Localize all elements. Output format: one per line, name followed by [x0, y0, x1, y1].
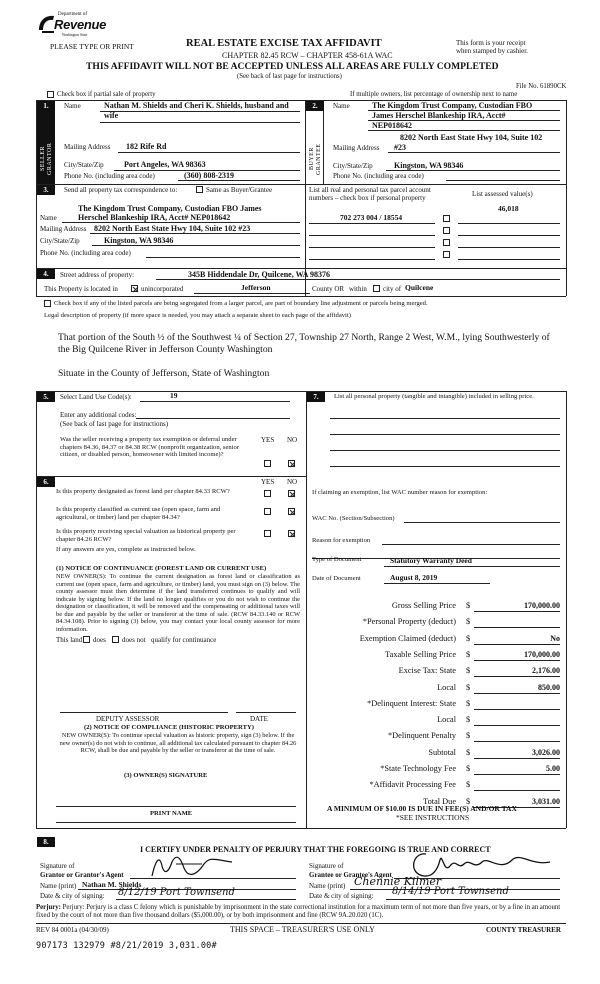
seller-city: Port Angeles, WA 98363	[124, 160, 206, 169]
fee-label: *State Technology Fee	[380, 764, 456, 773]
city-value: Quilcene	[405, 283, 434, 292]
exemption-wac-label: If claiming an exemption, list WAC number reason for exemption:	[312, 489, 488, 496]
send-city: Kingston, WA 98346	[104, 236, 174, 245]
county-value: Jefferson	[241, 283, 271, 292]
does-not-label: does not	[122, 636, 146, 644]
located-prefix: This Property is located in	[44, 285, 118, 293]
does-label: does	[93, 636, 106, 644]
same-as-buyer-label: Same as Buyer/Grantee	[206, 186, 273, 194]
grantor-name-label: Name (print)	[40, 882, 77, 890]
grantee-agent-label: Grantee or Grantee's Agent	[309, 871, 392, 879]
forest-land-question: Is this property designated as forest land per chapter 84.33 RCW?	[56, 488, 230, 495]
fee-dollar-sign: $	[466, 617, 471, 627]
does-not-qualify-checkbox[interactable]	[112, 636, 119, 643]
send-name-label: Name	[40, 214, 57, 222]
certify-statement: I CERTIFY UNDER PENALTY OF PERJURY THAT THE FOREGOING IS TRUE AND CORRECT	[140, 845, 491, 854]
street-address-label: Street address of property:	[60, 271, 135, 279]
wac-number-label: WAC No. (Section/Subsection)	[312, 515, 395, 522]
fee-label: *Delinquent Penalty	[388, 731, 456, 741]
grantee-date-city: 8/14/19 Port Townsend	[392, 886, 509, 897]
fee-dollar-sign: $	[466, 747, 471, 757]
section-5-no-label: NO	[287, 436, 298, 444]
fee-label: Taxable Selling Price	[385, 649, 456, 659]
dor-logo	[36, 10, 107, 40]
partial-sale-checkbox[interactable]	[47, 91, 54, 98]
doc-date: August 8, 2019	[390, 573, 438, 582]
unincorporated-label: unincorporated	[141, 285, 184, 293]
seller-mailing: 182 Rife Rd	[126, 142, 167, 151]
dept-line2: Revenue	[54, 17, 107, 32]
buyer-phone-label: Phone No. (including area code)	[333, 172, 424, 180]
additional-codes-note: (See back of last page for instructions)	[60, 420, 169, 428]
doc-type: Statutory Warranty Deed	[390, 556, 472, 565]
fee-dollar-sign: $	[466, 764, 471, 773]
minimum-due-note: A MINIMUM OF $10.00 IS DUE IN FEE(S) AND/OR TAX	[327, 804, 517, 813]
buyer-city-label: City/State/Zip	[333, 162, 373, 170]
county-treasurer-label: COUNTY TREASURER	[486, 926, 561, 934]
section-1-number: 1.	[37, 101, 55, 111]
seller-phone: (360) 808-2319	[184, 171, 234, 180]
buyer-name-line1: The Kingdom Trust Company, Custodian FBO	[372, 101, 533, 110]
within-label: within	[349, 285, 367, 293]
land-use-label: Select Land Use Code(s):	[60, 393, 132, 401]
fee-label: Gross Selling Price	[391, 601, 456, 610]
fee-value: 2,176.00	[532, 666, 560, 676]
section-2-number: 2.	[306, 101, 324, 111]
treasurer-stamp: 907173 132979 #8/21/2019 3,031.00#	[36, 941, 217, 951]
see-instructions-note: *SEE INSTRUCTIONS	[396, 813, 470, 822]
dept-line3: Washington State	[62, 33, 88, 37]
fee-dollar-sign: $	[466, 666, 471, 676]
section-7-number: 7.	[307, 392, 325, 402]
deputy-assessor-label: DEPUTY ASSESSOR	[96, 715, 160, 723]
parcel-4-personal-checkbox[interactable]	[443, 251, 450, 258]
segregation-label: Check box if any of the listed parcels are being segregated from a larger parcel, are part of boundary line adjustment or parcels being merged.	[54, 300, 428, 307]
doc-type-label: Type of Document	[312, 556, 362, 563]
file-number: File No. 61890CK	[516, 83, 567, 90]
dept-line1: Department of	[58, 12, 88, 17]
send-correspondence-label: Send all property tax correspondence to:	[64, 186, 178, 194]
assessed-value: 46,018	[498, 204, 519, 213]
please-type: PLEASE TYPE OR PRINT	[50, 42, 134, 51]
fee-value: No	[550, 633, 560, 643]
send-phone-label: Phone No. (including area code)	[40, 249, 131, 257]
fee-value: 3,031.00	[532, 796, 560, 806]
segregation-checkbox[interactable]	[44, 300, 51, 307]
seller-mailing-label: Mailing Address	[64, 143, 111, 151]
send-mailing-label: Mailing Address	[40, 225, 87, 233]
fee-label: Exemption Claimed (deduct)	[359, 633, 456, 643]
fee-label: Subtotal	[428, 747, 456, 757]
form-title: REAL ESTATE EXCISE TAX AFFIDAVIT	[186, 38, 382, 49]
fee-label: Excise Tax: State	[398, 666, 456, 676]
perjury-statement: Perjury: Perjury: Perjury is a class C felony which is punishable by imprisonment in the state correctional institution for a maximum term of not more than five years, or by a fine in an amount fixed by the court of not more than five thousand dollars ($5,000.00), or by both imprisonment and fine (RCW 9A.20.020 (1C).	[36, 904, 561, 920]
parcel-2-personal-checkbox[interactable]	[443, 227, 450, 234]
section-6-yes-label: YES	[261, 478, 275, 486]
buyer-address-line1: 8202 North East State Hwy 104, Suite 102	[400, 133, 543, 142]
fee-value: 170,000.00	[524, 649, 560, 659]
grantor-date-city: 8/12/19 Port Townsend	[118, 887, 235, 898]
yes-instructions-note: If any answers are yes, complete as instructed below.	[56, 546, 196, 553]
fee-dollar-sign: $	[466, 715, 471, 725]
assessed-value-label: List assessed value(s)	[472, 190, 533, 198]
assessor-date-label: DATE	[250, 715, 268, 723]
notice-compliance-title: (2) NOTICE OF COMPLIANCE (HISTORIC PROPERTY)	[84, 724, 254, 731]
fee-value: 170,000.00	[524, 601, 560, 610]
partial-sale-label: Check box if partial sale of property	[57, 91, 156, 98]
fee-dollar-sign: $	[466, 731, 471, 741]
seller-name-label: Name	[64, 102, 81, 110]
seller-side-label: SELLER GRANTOR	[40, 136, 54, 182]
buyer-city: Kingston, WA 98346	[394, 161, 464, 170]
street-address: 345B Hiddendale Dr, Quilcene, WA 98376	[188, 270, 331, 279]
exemption-question: Was the seller receiving a property tax exemption or deferral under chapters 84.36, 84.37 or 84.38 RCW (nonprofit organization, senior citizen, or disabled person, homeowner with limited income)?	[60, 436, 240, 459]
current-use-yes-checkbox[interactable]	[264, 508, 271, 515]
buyer-mailing: #23	[394, 143, 406, 152]
qualify-label: qualify for continuance	[151, 636, 217, 644]
parcel-1-personal-checkbox[interactable]	[443, 215, 450, 222]
seller-phone-label: Phone No. (including area code)	[64, 172, 155, 180]
personal-property-label: List all personal property (tangible and intangible) included in selling price.	[334, 393, 534, 400]
section-5-yes-label: YES	[261, 436, 275, 444]
section-3-number: 3.	[37, 185, 55, 195]
multiple-owners-label: If multiple owners, list percentage of ownership next to name	[350, 91, 518, 98]
grantor-date-label: Date & city of signing:	[40, 892, 105, 900]
seller-name: Nathan M. Shields and Cheri K. Shields, husband and wife	[104, 101, 289, 120]
warning-text: THIS AFFIDAVIT WILL NOT BE ACCEPTED UNLESS ALL AREAS ARE FULLY COMPLETED	[86, 61, 499, 72]
legal-description: That portion of the South ½ of the Southwest ¼ of Section 27, Township 27 North, Range 2 West, W.M., lying Southwesterly of the Big Quilcene River in Jefferson County Washington	[58, 332, 550, 355]
parcel-3-personal-checkbox[interactable]	[443, 239, 450, 246]
fee-value: 850.00	[538, 682, 560, 692]
exemption-no-checkbox[interactable]	[288, 460, 295, 467]
grantee-name: Chennie Kilmer	[354, 875, 442, 888]
doc-date-label: Date of Document	[312, 575, 361, 582]
notice-continuance-body: NEW OWNER(S): To continue the current designation as forest land or classification as current use (open space, farm and agriculture, or timber) land, you must sign on (3) below. The county assessor must then determine if the land transferred continues to qualify and will indicate by signing below. If the land no longer qualifies or you do not wish to continue the designation or classification, it will be removed and the compensating or additional taxes will be due and payable by the seller or transferor at the time of sale. (RCW 84.33.140 or RCW 84.34.108). Prior to signing (3) below, you may contact your local county assessor for more information.	[56, 573, 300, 633]
treasurer-space-label: THIS SPACE – TREASURER'S USE ONLY	[230, 925, 375, 934]
send-mailing: 8202 North East State Hwy 104, Suite 102 #23	[94, 224, 251, 233]
grantee-signature-label: Signature of	[309, 862, 344, 870]
fee-dollar-sign: $	[466, 633, 471, 643]
perjury-text: Perjury: Perjury is a class C felony which is punishable by imprisonment in the state correctional institution for a maximum term of not more than five years, or by a fine in an amount fixed by the court of not more than five thousand dollars ($5,000.00), or by both imprisonment and fine (RCW 9A.20.020 (1C).	[36, 904, 561, 920]
send-name-line1: The Kingdom Trust Company, Custodian FBO James	[78, 204, 262, 213]
section-6-number: 6.	[37, 477, 55, 487]
buyer-name-label: Name	[333, 102, 350, 110]
section-8-number: 8.	[37, 837, 55, 847]
fee-dollar-sign: $	[466, 682, 471, 692]
same-as-buyer-checkbox[interactable]	[196, 186, 203, 193]
fee-label: Total Due	[423, 796, 456, 806]
parcel-list-label-2: numbers – check box if personal property	[309, 194, 426, 202]
legal-description-label: Legal description of property (if more space is needed, you may attach a separate sheet to each page of the affidavit)	[44, 312, 351, 319]
parcel-list-label-1: List all real and personal tax parcel account	[309, 186, 431, 194]
owner-signature-label: (3) OWNER(S) SIGNATURE	[124, 772, 208, 779]
city-checkbox[interactable]	[373, 285, 380, 292]
fee-label: *Affidavit Processing Fee	[369, 780, 456, 790]
send-name-line2: Herschel Blankeship IRA, Acct# NEP018642	[78, 213, 231, 222]
fee-value: 5.00	[546, 764, 560, 773]
current-use-question: Is this property classified as current use (open space, farm and agricultural, or timber) land per chapter 84.34?	[56, 506, 221, 521]
historic-yes-checkbox[interactable]	[264, 530, 271, 537]
land-use-code: 19	[170, 391, 178, 400]
section-6-no-label: NO	[287, 478, 298, 486]
section-4-number: 4.	[37, 269, 55, 279]
does-qualify-checkbox[interactable]	[83, 636, 90, 643]
fee-label: *Delinquent Interest: State	[367, 698, 456, 708]
exemption-yes-checkbox[interactable]	[264, 460, 271, 467]
reason-exemption-label: Reason for exemption	[312, 537, 371, 544]
historic-no-checkbox[interactable]	[288, 530, 295, 537]
form-chapter: CHAPTER 82.45 RCW – CHAPTER 458-61A WAC	[222, 51, 393, 60]
print-name-label: PRINT NAME	[150, 810, 193, 817]
grantee-name-label: Name (print)	[309, 882, 346, 890]
notice-compliance-body: NEW OWNER(S): To continue special valuation as historic property, sign (3) below. If the new owner(s) do not wish to continue, all additional tax calculated pursuant to chapter 84.26 RCW, shall be due and payable by the seller or transferor at the time of sale.	[59, 732, 297, 755]
city-of-label: city of	[383, 285, 402, 293]
situate-text: Situate in the County of Jefferson, State of Washington	[58, 368, 270, 379]
unincorporated-checkbox[interactable]	[131, 285, 138, 292]
revenue-logo-icon	[36, 12, 56, 34]
fee-label: Local	[437, 715, 456, 725]
fee-dollar-sign: $	[466, 649, 471, 659]
fee-dollar-sign: $	[466, 796, 471, 806]
instructions-note: (See back of last page for instructions)	[237, 73, 342, 80]
buyer-mailing-label: Mailing Address	[333, 144, 380, 152]
buyer-name-line2: James Herschel Blankeship IRA, Acct#	[372, 111, 506, 120]
county-or-label: County OR	[312, 285, 345, 293]
additional-codes-label: Enter any additional codes:	[60, 411, 137, 419]
grantor-name: Nathan M. Shields	[82, 880, 142, 889]
forest-yes-checkbox[interactable]	[264, 490, 271, 497]
receipt-note-1: This form is your receipt	[456, 39, 526, 47]
grantor-signature-label: Signature of	[40, 862, 75, 870]
current-use-no-checkbox[interactable]	[288, 508, 295, 515]
send-city-label: City/State/Zip	[40, 237, 80, 245]
grantee-date-label: Date & city of signing:	[309, 892, 374, 900]
parcel-number: 702 273 004 / 18554	[340, 213, 403, 222]
buyer-side-label: BUYER GRANTEE	[309, 143, 322, 175]
fee-dollar-sign: $	[466, 601, 471, 610]
receipt-note-2: when stamped by cashier.	[456, 47, 528, 55]
historic-question: Is this property receiving special valuation as historical property per chapter 84.26 RCW?	[56, 528, 236, 543]
fee-label: *Personal Property (deduct)	[362, 617, 456, 627]
notice-continuance-title: (1) NOTICE OF CONTINUANCE (FOREST LAND OR CURRENT USE)	[56, 565, 267, 572]
land-prefix: This land	[56, 636, 83, 644]
section-5-number: 5.	[37, 392, 55, 402]
fee-label: Local	[437, 682, 456, 692]
fee-dollar-sign: $	[466, 698, 471, 708]
fee-dollar-sign: $	[466, 780, 471, 790]
buyer-name-line3: NEP018642	[372, 121, 412, 130]
seller-city-label: City/State/Zip	[64, 161, 104, 169]
forest-no-checkbox[interactable]	[288, 490, 295, 497]
form-revision: REV 84 0001a (04/30/09)	[36, 926, 109, 934]
grantor-agent-label: Grantor or Grantor's Agent	[40, 871, 124, 879]
fee-value: 3,026.00	[532, 747, 560, 757]
